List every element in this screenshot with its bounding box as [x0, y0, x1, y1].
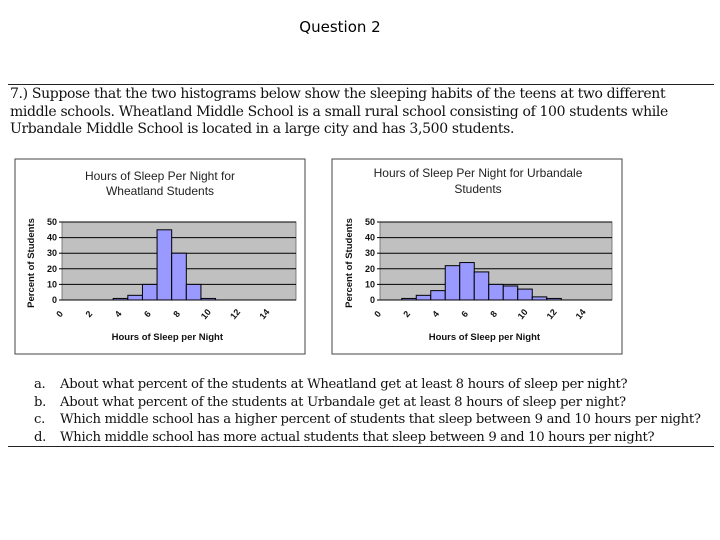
x-tick-label: 2: [83, 308, 95, 320]
histogram-bar: [186, 284, 201, 300]
chart-title-line: Hours of Sleep Per Night for: [84, 169, 236, 183]
x-tick-label: 10: [198, 307, 214, 322]
y-tick-label: 50: [364, 217, 375, 227]
y-tick-label: 20: [46, 263, 57, 274]
x-axis-label: Hours of Sleep per Night: [428, 332, 541, 343]
x-tick-label: 2: [401, 308, 413, 320]
slide-title: Question 2: [299, 18, 381, 36]
answer-b: b. About what percent of the students at Urbandale get at least 8 hours of sleep per night?: [34, 394, 626, 410]
chart-title-line: Hours of Sleep Per Night for Urbandale: [373, 166, 583, 180]
histogram-bar: [431, 291, 446, 300]
histogram-bar: [460, 263, 475, 300]
y-tick-label: 30: [46, 248, 57, 259]
y-tick-label: 0: [369, 295, 375, 305]
y-tick-label: 10: [364, 279, 375, 290]
histogram-bar: [503, 286, 518, 300]
x-tick-label: 4: [430, 308, 442, 320]
histogram-bar: [128, 295, 143, 300]
answer-list: [34, 376, 714, 446]
x-tick-label: 4: [112, 308, 124, 320]
x-tick-label: 6: [459, 308, 471, 320]
x-tick-label: 14: [257, 307, 272, 322]
histogram-bar: [142, 284, 157, 300]
x-tick-label: 10: [515, 307, 530, 322]
answer-a: a. About what percent of the students at Wheatland get at least 8 hours of sleep per night?: [34, 377, 628, 392]
chart-title-line: Wheatland Students: [105, 184, 215, 198]
answer-d: d. Which middle school has more actual students that sleep between 9 and 10 hours per night?: [34, 429, 655, 445]
x-tick-label: 12: [228, 307, 243, 322]
x-tick-label: 0: [54, 308, 66, 320]
y-tick-label: 40: [364, 232, 375, 243]
histogram-bar: [445, 266, 460, 300]
x-tick-label: 6: [142, 308, 153, 320]
x-tick-label: 0: [372, 308, 384, 320]
question-text: 7.) Suppose that the two histograms below show the sleeping habits of the teens at two different middle schools. Wheatland Middle School is a small rural school consisting of 100 students while Urbandale Middle School is located in a large city and has 3,500 students.: [10, 86, 668, 137]
x-tick-label: 8: [171, 308, 183, 320]
y-axis-label: Percent of Students: [344, 218, 355, 308]
y-tick-label: 20: [364, 263, 375, 274]
histogram-bar: [474, 272, 489, 300]
y-tick-label: 40: [46, 232, 57, 243]
y-tick-label: 0: [51, 295, 57, 305]
histogram-bar: [416, 295, 431, 300]
x-tick-label: 12: [544, 307, 559, 322]
y-tick-label: 30: [364, 248, 375, 259]
x-tick-label: 14: [573, 307, 588, 322]
urbandale-histogram: [332, 159, 622, 354]
y-tick-label: 50: [46, 217, 57, 227]
x-axis-label: Hours of Sleep per Night: [111, 332, 223, 343]
y-axis-label: Percent of Students: [26, 218, 37, 308]
y-tick-label: 10: [46, 279, 57, 290]
chart-title-line: Students: [454, 182, 502, 196]
histogram-bar: [172, 253, 187, 300]
histogram-bar: [157, 230, 172, 300]
x-tick-label: 8: [488, 308, 500, 320]
answer-c: c. Which middle school has a higher percent of students that sleep between 9 and 10 hours per night?: [34, 412, 701, 428]
histogram-bar: [489, 284, 504, 300]
histogram-bar: [518, 289, 533, 300]
wheatland-histogram: [15, 159, 305, 354]
